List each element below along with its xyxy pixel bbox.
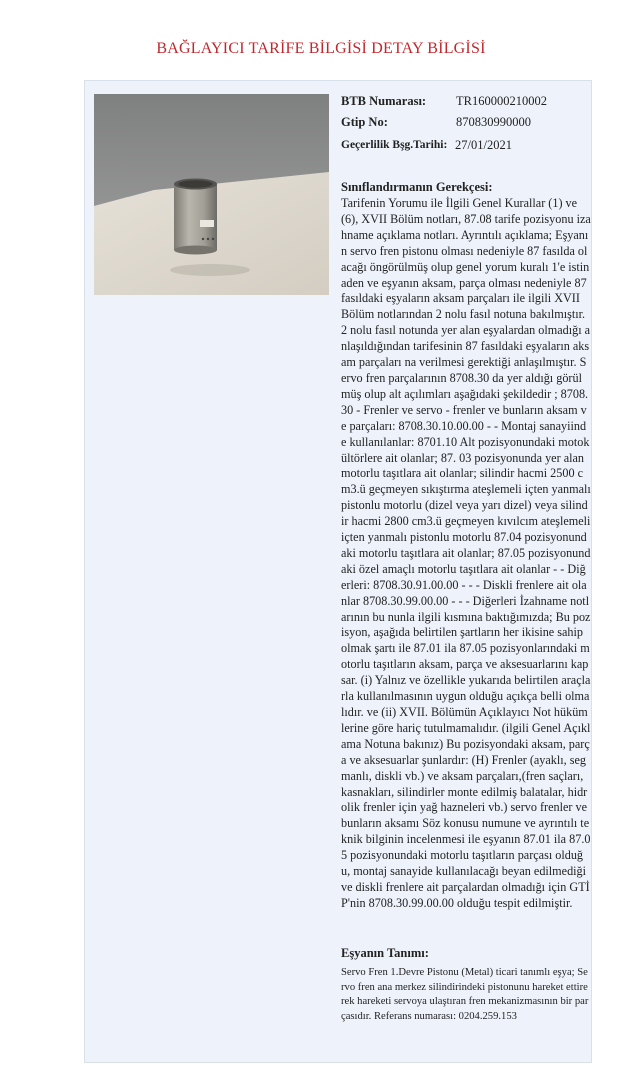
gtip-row — [341, 112, 591, 133]
product-photo-icon — [94, 94, 329, 295]
goods-description-text: Servo Fren 1.Devre Pistonu (Metal) ticari tanımlı eşya; Servo fren ana merkez silindirindeki pistonunu hareket ettirerek hareketi servoya ulaştıran fren mekanizmasının bir parçasıdır. Referans numarası: 0204.259.153 — [341, 967, 589, 1022]
info-panel — [341, 91, 591, 156]
gtip-value: 870830990000 — [456, 115, 531, 129]
validity-date-label: Geçerlilik Bşg.Tarihi: — [341, 139, 448, 151]
btb-number-value: TR160000210002 — [456, 94, 547, 108]
goods-description-section — [341, 944, 591, 1024]
classification-reason-text: Tarifenin Yorumu ile İlgili Genel Kurallar (1) ve (6), XVII Bölüm notları, 87.08 tarife pozisyonu izahname açıklama notları. Ayrıntılı açıklama; Eşyanın servo fren pistonu olması nedeniyle 87 fasılda olacağı öngörülmüş olup genel yorum kuralı 1'e istinaden ve eşyanın aksam, parça olması nedeniyle 87 fasıldaki eşyaların aksam parçaları ile ilgili XVII Bölüm notlarından 2 nolu fasıl notuna bakılmıştır. 2 nolu fasıl notunda yer alan eşyalardan olmadığı anlaşıldığından tarifesinin 87 fasıldaki eşyaların aksam parçaları na verilmesi gerektiği anlaşılmıştır. Servo fren parçalarının 8708.30 da yer aldığı görülmüş olup alt açılımları aşağıdaki şekildedir ; 8708.30 - Frenler ve servo - frenler ve bunların aksam ve parçaları: 8708.30.10.00.00 - - Montaj sanayiinde kullanılanlar: 8701.10 Alt pozisyonundaki motokültörlere ait olanlar; 87. 03 pozisyonunda yer alan motorlu taşıtlara ait olanlar; silindir hacmi 2500 cm3.ü geçmeyen sıkıştırma ateşlemeli içten yanmalı pistonlu motorlu (dizel veya yarı dizel) veya silindir hacmi 2800 cm3.ü geçmeyen kıvılcım ateşlemeli içten yanmalı pistonlu motorlu 87.04 pozisyonundaki motorlu taşıtlara ait olanlar; 87.05 pozisyonundaki özel amaçlı motorlu taşıtlara ait olanlar - - Diğerleri: 8708.30.91.00.00 - - - Diskli frenlere ait olanlar 8708.30.99.00.00 - - - Diğerleri İzahname notlarının bu nunla ilgili kısmına baktığımızda; Bu pozisyon, aşağıda belirtilen şartların her ikisine sahip olmak şartı ile 87.01 ila 87.05 pozisyonlarındaki motorlu taşıtların aksam, parça ve aksesuarlarını kapsar. (i) Yalnız ve özellikle yukarıda belirtilen araçlarla kullanılmasının uygun olduğu açıkça belli olmalıdır. ve (ii) XVII. Bölümün Açıklayıcı Not hükümlerine göre hariç tutulmamalıdır. (ilgili Genel Açıklama Notuna bakınız) Bu pozisyondaki aksam, parça ve aksesuarlar şunlardır: (H) Frenler (ayaklı, segmanlı, diskli vb.) ve aksam parçaları,(fren saçları, kasnakları, silindirler monte edilmiş balatalar, hidrolik frenler için yağ hazneleri vb.) servo frenler ve bunların aksamı Söz konusu numune ve ayrıntılı teknik bilginin incelenmesi ile eşyanın 87.01 ila 87.05 pozisyonundaki motorlu taşıtların parçası olduğu, montaj sanayide kullanılacağı beyan edilmediği ve diskli frenlere ait parçalardan olmadığı için GTİP'nin 8708.30.99.00.00 olduğu tespit edilmiştir. — [341, 196, 591, 910]
goods-description-heading: Eşyanın Tanımı: — [341, 946, 429, 960]
validity-date-value: 27/01/2021 — [455, 138, 512, 152]
validity-date-row — [341, 135, 591, 156]
classification-reason-heading: Sınıflandırmanın Gerekçesi: — [341, 180, 493, 194]
btb-number-row — [341, 91, 591, 112]
classification-reason-section — [341, 178, 591, 912]
btb-number-label: BTB Numarası: — [341, 94, 427, 108]
page-title: BAĞLAYICI TARİFE BİLGİSİ DETAY BİLGİSİ — [156, 40, 486, 57]
gtip-label: Gtip No: — [341, 115, 388, 129]
